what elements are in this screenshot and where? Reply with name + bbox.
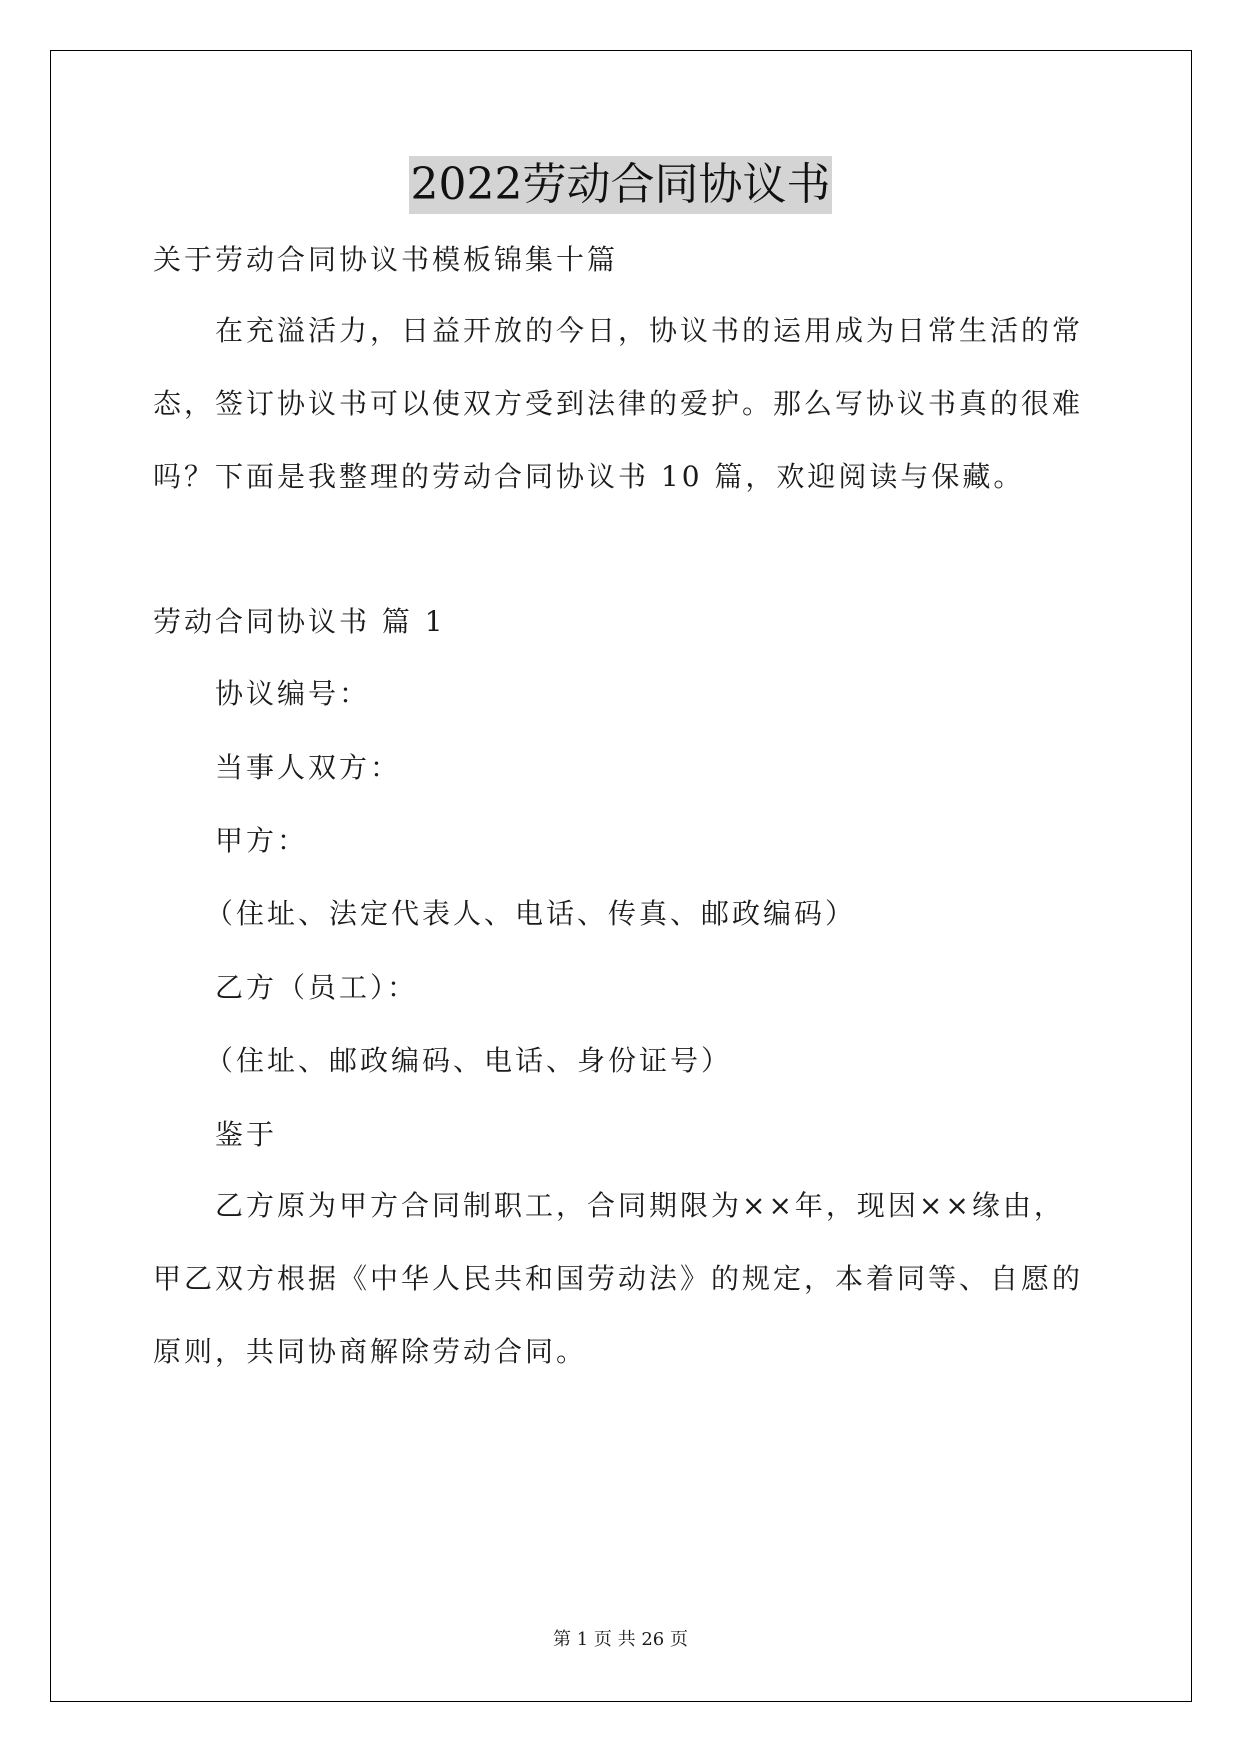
intro-line-1: 在充溢活力，日益开放的今日，协议书的运用成为日常生活的常 bbox=[215, 314, 1084, 347]
party-b-info: （住址、邮政编码、电话、身份证号） bbox=[205, 1044, 733, 1077]
body-line-2: 甲乙双方根据《中华人民共和国劳动法》的规定，本着同等、自愿的 bbox=[153, 1262, 1084, 1295]
body-line-3: 原则，共同协商解除劳动合同。 bbox=[153, 1335, 588, 1368]
party-a-info: （住址、法定代表人、电话、传真、邮政编码） bbox=[205, 897, 857, 930]
parties-label: 当事人双方： bbox=[215, 751, 402, 784]
whereas-label: 鉴于 bbox=[215, 1118, 278, 1151]
party-b-label: 乙方（员工）： bbox=[215, 971, 419, 1004]
document-title: 2022劳动合同协议书 bbox=[409, 156, 833, 214]
document-subtitle: 关于劳动合同协议书模板锦集十篇 bbox=[153, 243, 619, 276]
intro-line-2: 态，签订协议书可以使双方受到法律的爱护。那么写协议书真的很难 bbox=[153, 387, 1084, 420]
page-border bbox=[50, 50, 1192, 1702]
page-footer: 第 1 页 共 26 页 bbox=[553, 1629, 688, 1650]
body-line-1: 乙方原为甲方合同制职工，合同期限为××年，现因××缘由， bbox=[215, 1189, 1065, 1222]
agreement-number-label: 协议编号： bbox=[215, 677, 371, 710]
title-container bbox=[0, 156, 1241, 214]
party-a-label: 甲方： bbox=[215, 824, 309, 857]
intro-line-3: 吗？下面是我整理的劳动合同协议书 10 篇，欢迎阅读与保藏。 bbox=[153, 460, 1025, 493]
section-heading: 劳动合同协议书 篇 1 bbox=[153, 605, 446, 638]
